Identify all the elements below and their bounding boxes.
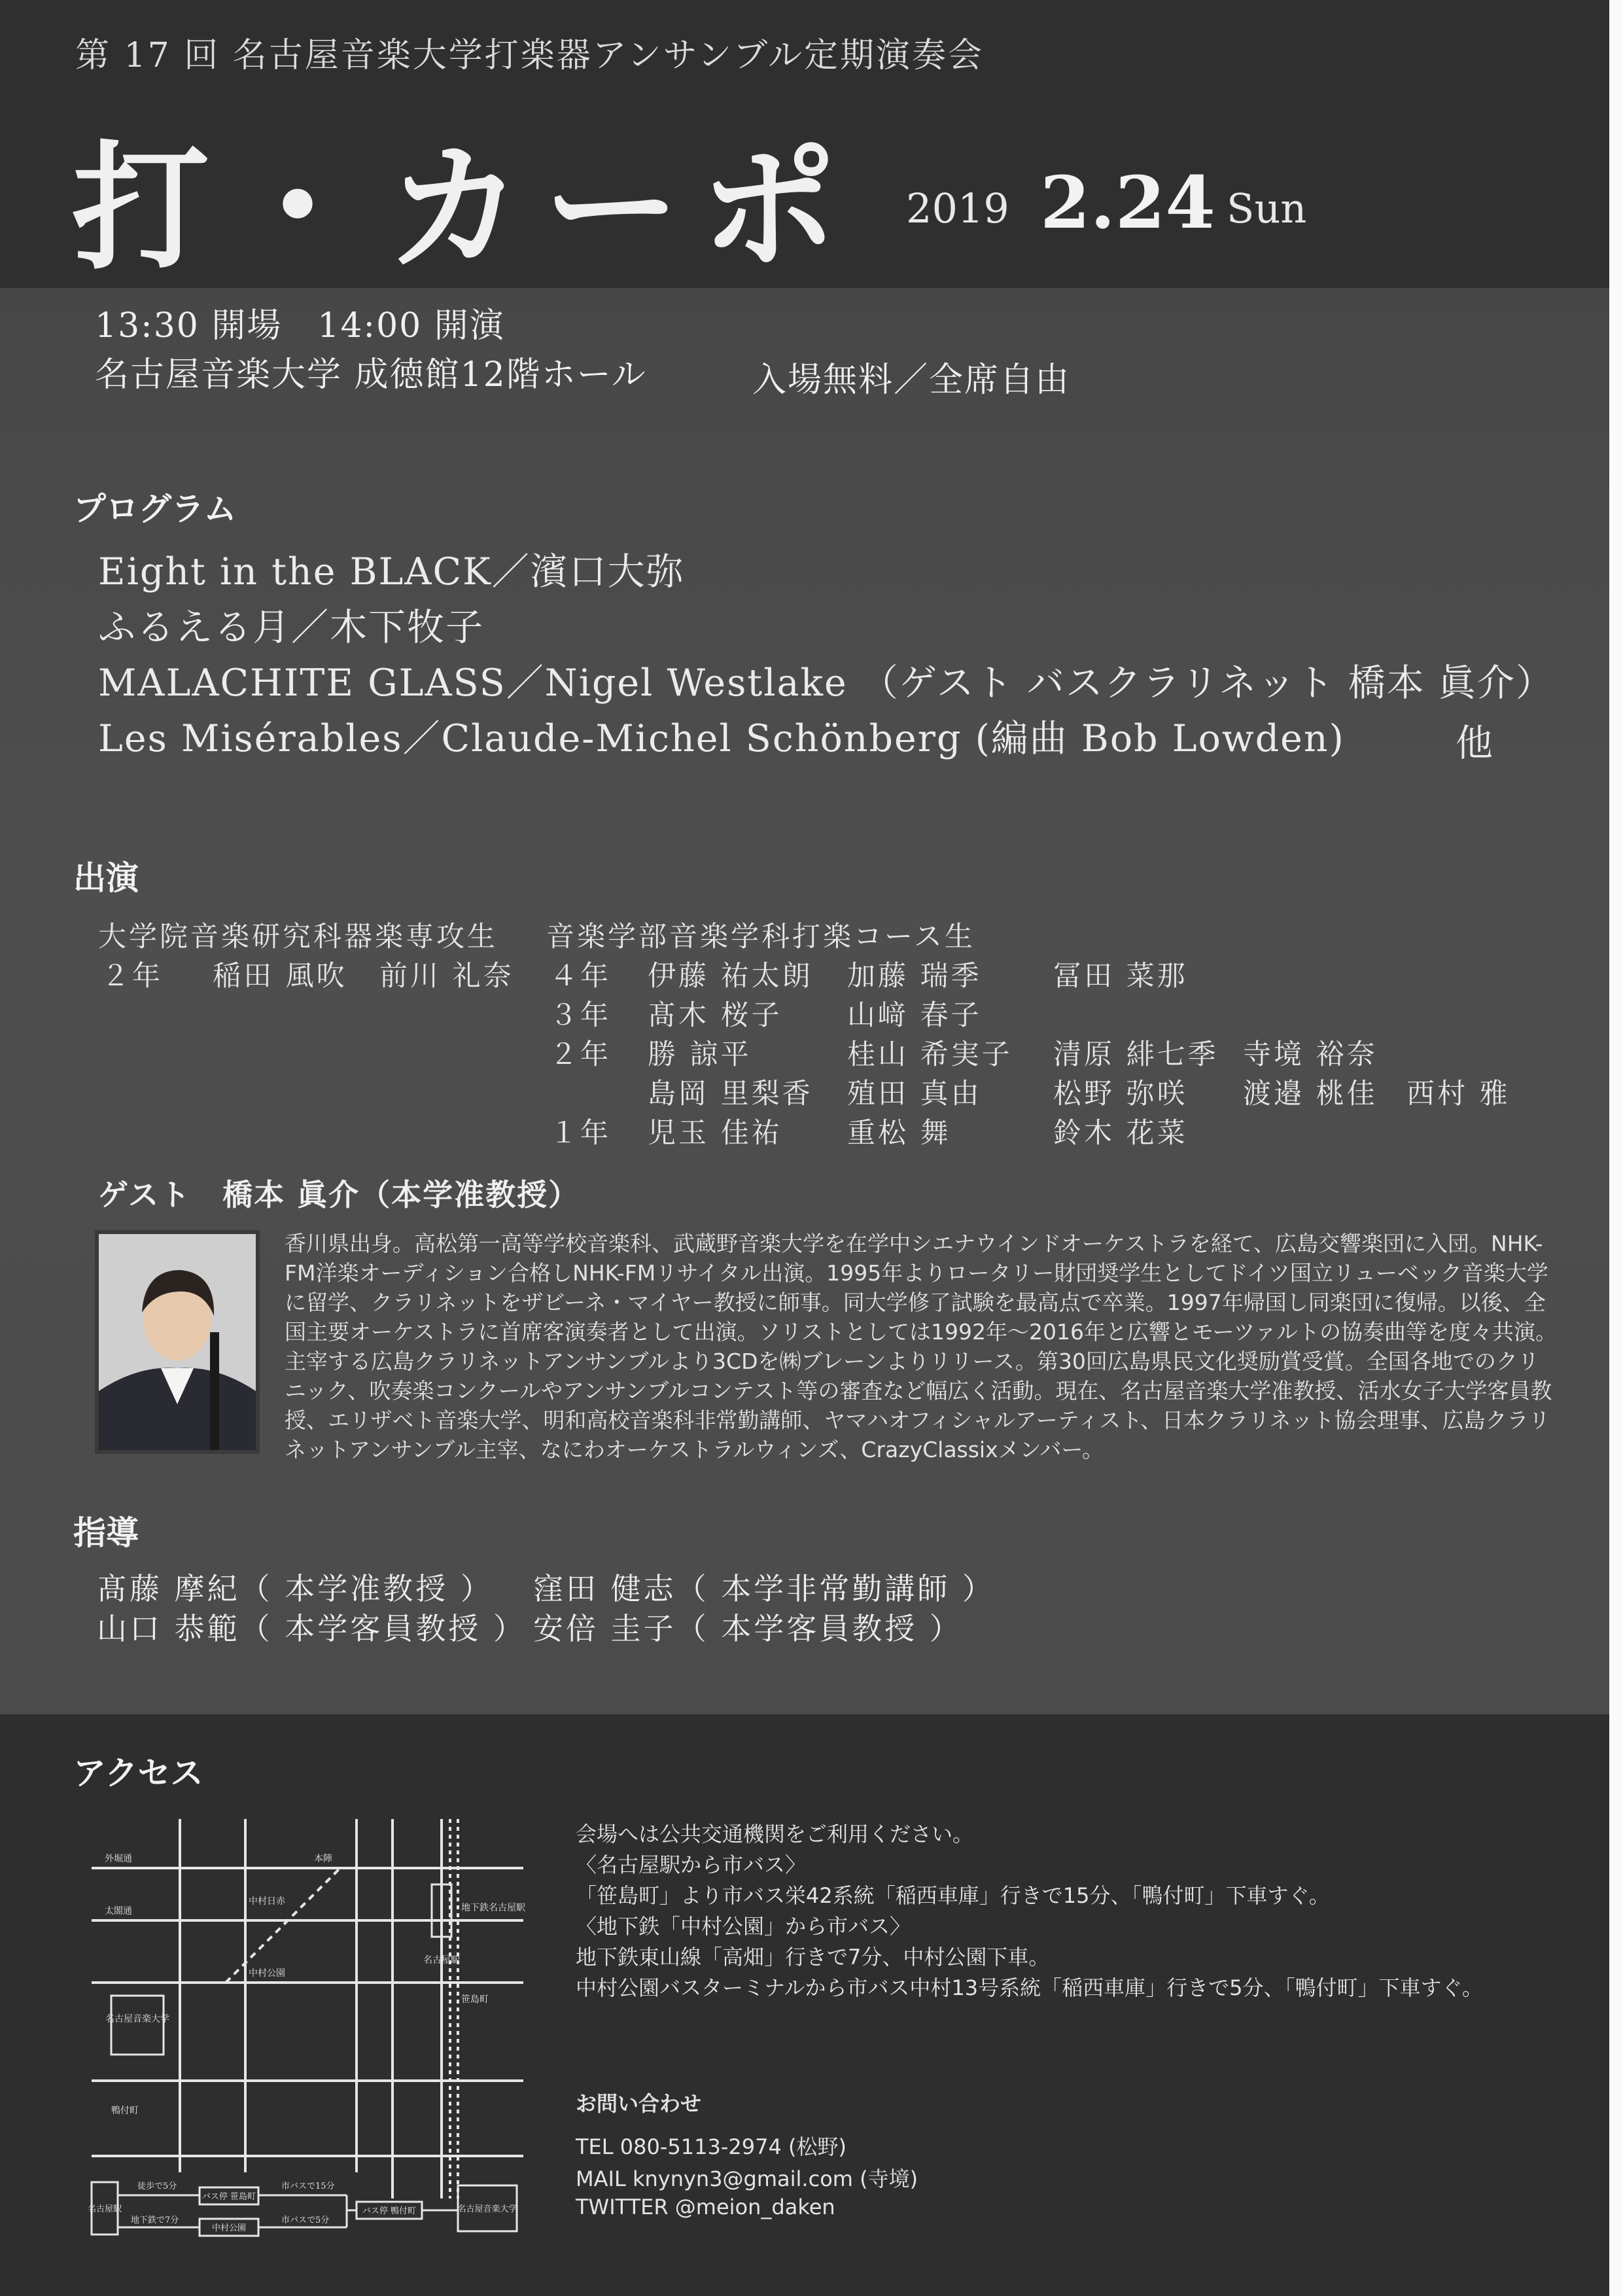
open-start-times: 13:30 開場 14:00 開演: [95, 306, 505, 345]
performer-name: 寺境 裕奈: [1243, 1038, 1378, 1071]
concert-date: 2.24: [1040, 160, 1215, 245]
undergrad-label: 音楽学部音楽学科打楽コース生: [546, 921, 975, 953]
route-label-nakamura: 中村公園: [211, 2223, 247, 2233]
access-line: 地下鉄東山線「高畑」行きで7分、中村公園下車。: [576, 1945, 1050, 1969]
route-label-bus5: 市バスで5分: [281, 2216, 330, 2225]
guest-title: ゲスト 橋本 眞介（本学准教授）: [98, 1177, 580, 1212]
performer-name: 山﨑 春子: [847, 999, 982, 1032]
access-heading: アクセス: [73, 1754, 203, 1792]
access-line: 「笹島町」より市バス栄42系統「稲西車庫」行きで15分、「鴨付町」下車すぐ。: [576, 1883, 1330, 1908]
performer-name: 西村 雅: [1406, 1078, 1510, 1110]
access-line: 〈名古屋駅から市バス〉: [576, 1852, 807, 1877]
year-label: １年: [550, 1117, 611, 1150]
route-label-nagoya: 名古屋駅: [87, 2204, 122, 2214]
performer-name: 桂山 希実子: [847, 1038, 1013, 1071]
route-label-school: 名古屋音楽大学: [457, 2204, 517, 2214]
performer-name: 児玉 佳祐: [648, 1117, 782, 1150]
performer-name: 殖田 真由: [847, 1078, 982, 1110]
route-label-kamo: バス停 鴨付町: [362, 2206, 417, 2216]
guest-biography: 香川県出身。高松第一高等学校音楽科、武蔵野音楽大学を在学中シエナウインドオーケストラを経て、広島交響楽団に入団。NHK-FM洋楽オーディション合格しNHK-FMリサイタル出演。1995年よりロータリー財団奨学生としてドイツ国立リューベック音楽大学に留学、クラリネットをザビーネ・マイヤー教授に師事。同大学修了試験を最高点で卒業。1997年帰国し同楽団に復帰。以後、全国主要オーケストラに首席客演奏者として出演。ソリストとしては1992年〜2016年と広響とモーツァルトの協奏曲等を度々共演。主宰する広島クラリネットアンサンブルより3CDを㈱ブレーンよりリリース。第30回広島県民文化奨励賞受賞。全国各地でのクリニック、吹奏楽コンクールやアンサンブルコンテスト等の審査など幅広く活動。現在、名古屋音楽大学准教授、活水女子大学客員教授、エリザベト音楽大学、明和高校音楽科非常勤講師、ヤマハオフィシャルアーティスト、日本クラリネット協会理事、広島クラリネットアンサンブル主宰、なにわオーケストラルウィンズ、CrazyClassixメンバー。: [285, 1231, 1558, 1462]
body-band: [0, 288, 1609, 1714]
map-label-road: 外堀通: [105, 1854, 132, 1864]
guest-portrait-illustration: [99, 1234, 256, 1450]
access-line: 〈地下鉄「中村公園」から市バス〉: [576, 1914, 911, 1939]
program-etc: 他: [1456, 722, 1494, 765]
concert-title: 打・カーポ: [72, 127, 858, 289]
program-heading: プログラム: [73, 489, 237, 528]
performer-name: 鈴木 花菜: [1053, 1117, 1188, 1150]
route-label-walk: 徒歩で5分: [137, 2181, 177, 2191]
performer-name: 清原 緋七季: [1053, 1038, 1219, 1071]
performer-name: 冨田 菜那: [1053, 960, 1188, 993]
contact-mail: MAIL knynyn3@gmail.com (寺境): [576, 2166, 918, 2191]
year-label: ４年: [550, 960, 611, 993]
access-line: 中村公園バスターミナルから市バス中村13号系統「稲西車庫」行きで5分、「鴨付町」下車すぐ。: [576, 1975, 1483, 2000]
admission-info: 入場無料／全席自由: [752, 361, 1071, 400]
contact-tel: TEL 080-5113-2974 (松野): [576, 2134, 846, 2159]
performer-name: 勝 諒平: [648, 1038, 752, 1071]
coach-name: 髙藤 摩紀（ 本学准教授 ）: [97, 1571, 493, 1606]
program-item: ふるえる月／木下牧子: [98, 606, 484, 649]
coach-name: 安倍 圭子（ 本学客員教授 ）: [533, 1611, 962, 1646]
performer-name: 前川 礼奈: [379, 960, 514, 993]
coach-name: 窪田 健志（ 本学非常勤講師 ）: [533, 1571, 995, 1606]
map-label-sasashima: 笹島町: [461, 1994, 489, 2005]
access-line: 会場へは公共交通機関をご利用ください。: [576, 1822, 974, 1846]
map-label-nisshi: 中村日赤: [249, 1896, 285, 1907]
map-label-road: 本陣: [314, 1854, 332, 1864]
map-label-school: 名古屋音楽大学: [105, 2014, 169, 2024]
route-diagram: [85, 2169, 530, 2241]
coaches-heading: 指導: [73, 1513, 139, 1552]
map-label-road: 太閤通: [105, 1906, 132, 1916]
map-label-subway: 地下鉄名古屋駅: [461, 1903, 525, 1913]
performer-name: 島岡 里梨香: [648, 1078, 813, 1110]
concert-year: 2019: [906, 185, 1009, 232]
performer-name: 松野 弥咲: [1053, 1078, 1188, 1110]
contact-heading: お問い合わせ: [576, 2091, 702, 2116]
program-item: Eight in the BLACK／濱口大弥: [98, 550, 685, 593]
concert-series-title: 第 17 回 名古屋音楽大学打楽器アンサンブル定期演奏会: [75, 36, 984, 75]
program-item: Les Misérables／Claude-Michel Schönberg (編曲 Bob Lowden): [98, 717, 1345, 760]
map-label-kamotsuke: 鴨付町: [111, 2106, 139, 2116]
route-label-subway: 地下鉄で7分: [131, 2216, 179, 2225]
performer-name: 伊藤 祐太朗: [648, 960, 813, 993]
access-map: [92, 1806, 536, 2212]
performer-name: 渡邉 桃佳: [1243, 1078, 1378, 1110]
grad-label: 大学院音楽研究科器楽専攻生: [98, 921, 498, 953]
guest-photo: [95, 1230, 260, 1454]
route-label-sasashima: バス停 笹島町: [201, 2192, 256, 2202]
contact-twitter: TWITTER @meion_daken: [576, 2195, 835, 2219]
performer-name: 稲田 風吹: [213, 960, 347, 993]
performer-name: 加藤 瑞季: [847, 960, 982, 993]
year-label: ３年: [550, 999, 611, 1032]
grad-year: ２年: [101, 960, 163, 993]
performer-name: 重松 舞: [847, 1117, 951, 1150]
venue: 名古屋音楽大学 成徳館12階ホール: [95, 355, 647, 395]
route-label-bus15: 市バスで15分: [281, 2181, 335, 2191]
map-label-nakamura: 中村公園: [249, 1968, 285, 1979]
performers-heading: 出演: [73, 858, 139, 897]
coach-name: 山口 恭範（ 本学客員教授 ）: [97, 1611, 526, 1646]
program-item: MALACHITE GLASS／Nigel Westlake （ゲスト バスクラリネット 橋本 眞介）: [98, 662, 1554, 705]
concert-weekday: Sun: [1227, 185, 1307, 232]
year-label: ２年: [550, 1038, 611, 1071]
map-label-station: 名古屋駅: [423, 1955, 460, 1966]
performer-name: 髙木 桜子: [648, 999, 782, 1032]
